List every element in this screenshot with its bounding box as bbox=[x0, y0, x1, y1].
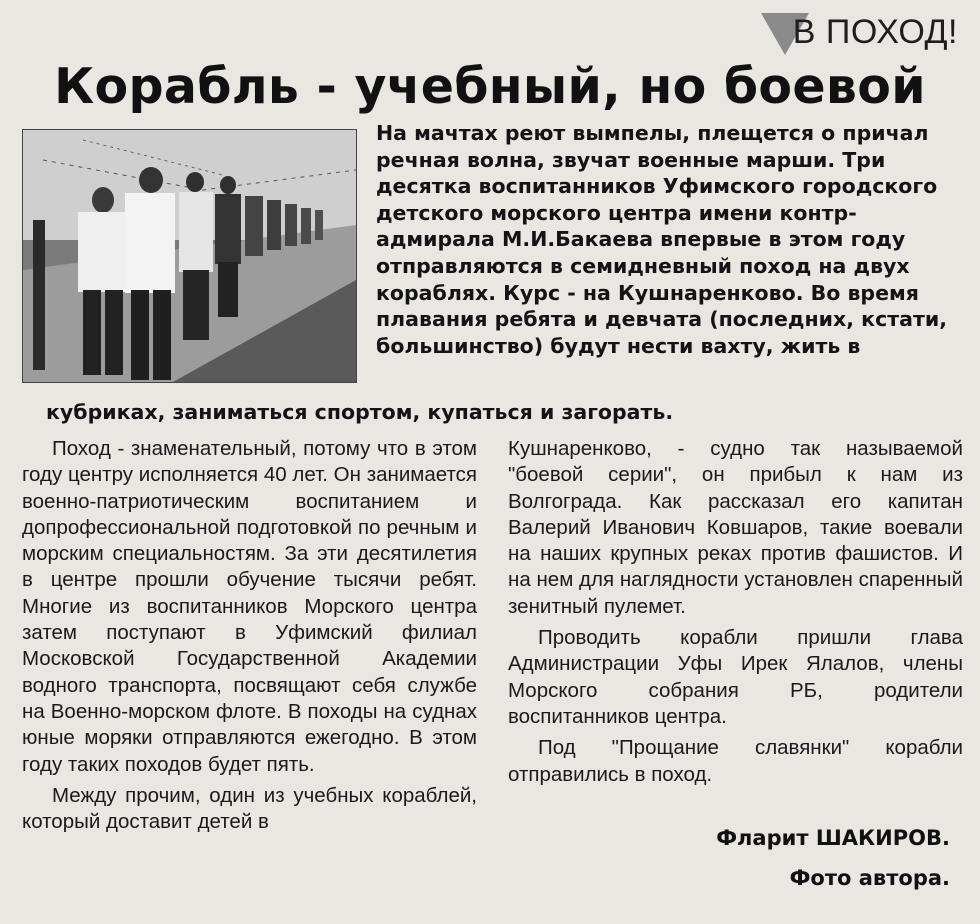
right-paragraph-1: Кушнаренково, - судно так называемой "боевой серии", он прибыл к нам из Волгограда. Как рассказал его капитан Валерий Иванович Ковшаров, такие воевали на наших крупных реках против фашистов. И на нем для наглядности установлен спаренный зенитный пулемет. bbox=[508, 437, 963, 618]
author-signature: Фларит ШАКИРОВ. bbox=[716, 826, 950, 850]
right-paragraph-2: Проводить корабли пришли глава Администрации Уфы Ирек Ялалов, члены Морского собрания РБ, родители воспитанников центра. bbox=[508, 626, 963, 728]
lead-paragraph: На мачтах реют вымпелы, плещется о причал речная волна, звучат военные марши. Три десятка воспитанников Уфимского городского детского морского центра имени контр-адмирала М.И.Бакаева впервые в этом году отправляются в семидневный поход на двух кораблях. Курс - на Кушнаренково. Во время плавания ребята и девчата (последних, кстати, большинство) будут нести вахту, жить в bbox=[376, 121, 947, 358]
left-paragraph-1: Поход - знаменательный, потому что в этом году центру исполняется 40 лет. Он занимается военно-патриотическим воспитанием и допрофессиональной подготовкой по речным и морским специальностям. За эти десятилетия в центре прошли обучение тысячи ребят. Многие из воспитанников Морского центра затем поступают в Уфимский филиал Московской Государственной Академии водного транспорта, посвящают себя службе на Военно-морском флоте. В походы на суднах юные моряки отправляются ежегодно. В этом году таких походов будет пять. bbox=[22, 437, 477, 776]
headline: Корабль - учебный, но боевой bbox=[54, 58, 926, 115]
article-photo bbox=[22, 129, 357, 383]
right-paragraph-3: Под "Прощание славянки" корабли отправились в поход. bbox=[508, 736, 963, 786]
lead-paragraph-tail: кубриках, заниматься спортом, купаться и загорать. bbox=[46, 400, 674, 424]
right-column bbox=[508, 436, 963, 793]
rubric-text: В ПОХОД! bbox=[792, 12, 958, 51]
cadets-lineup-photo-icon bbox=[23, 130, 356, 382]
left-paragraph-2: Между прочим, один из учебных кораблей, который доставит детей в bbox=[22, 783, 477, 834]
rubric-label bbox=[761, 8, 958, 56]
left-column bbox=[22, 436, 477, 840]
photo-credit: Фото автора. bbox=[789, 866, 950, 890]
